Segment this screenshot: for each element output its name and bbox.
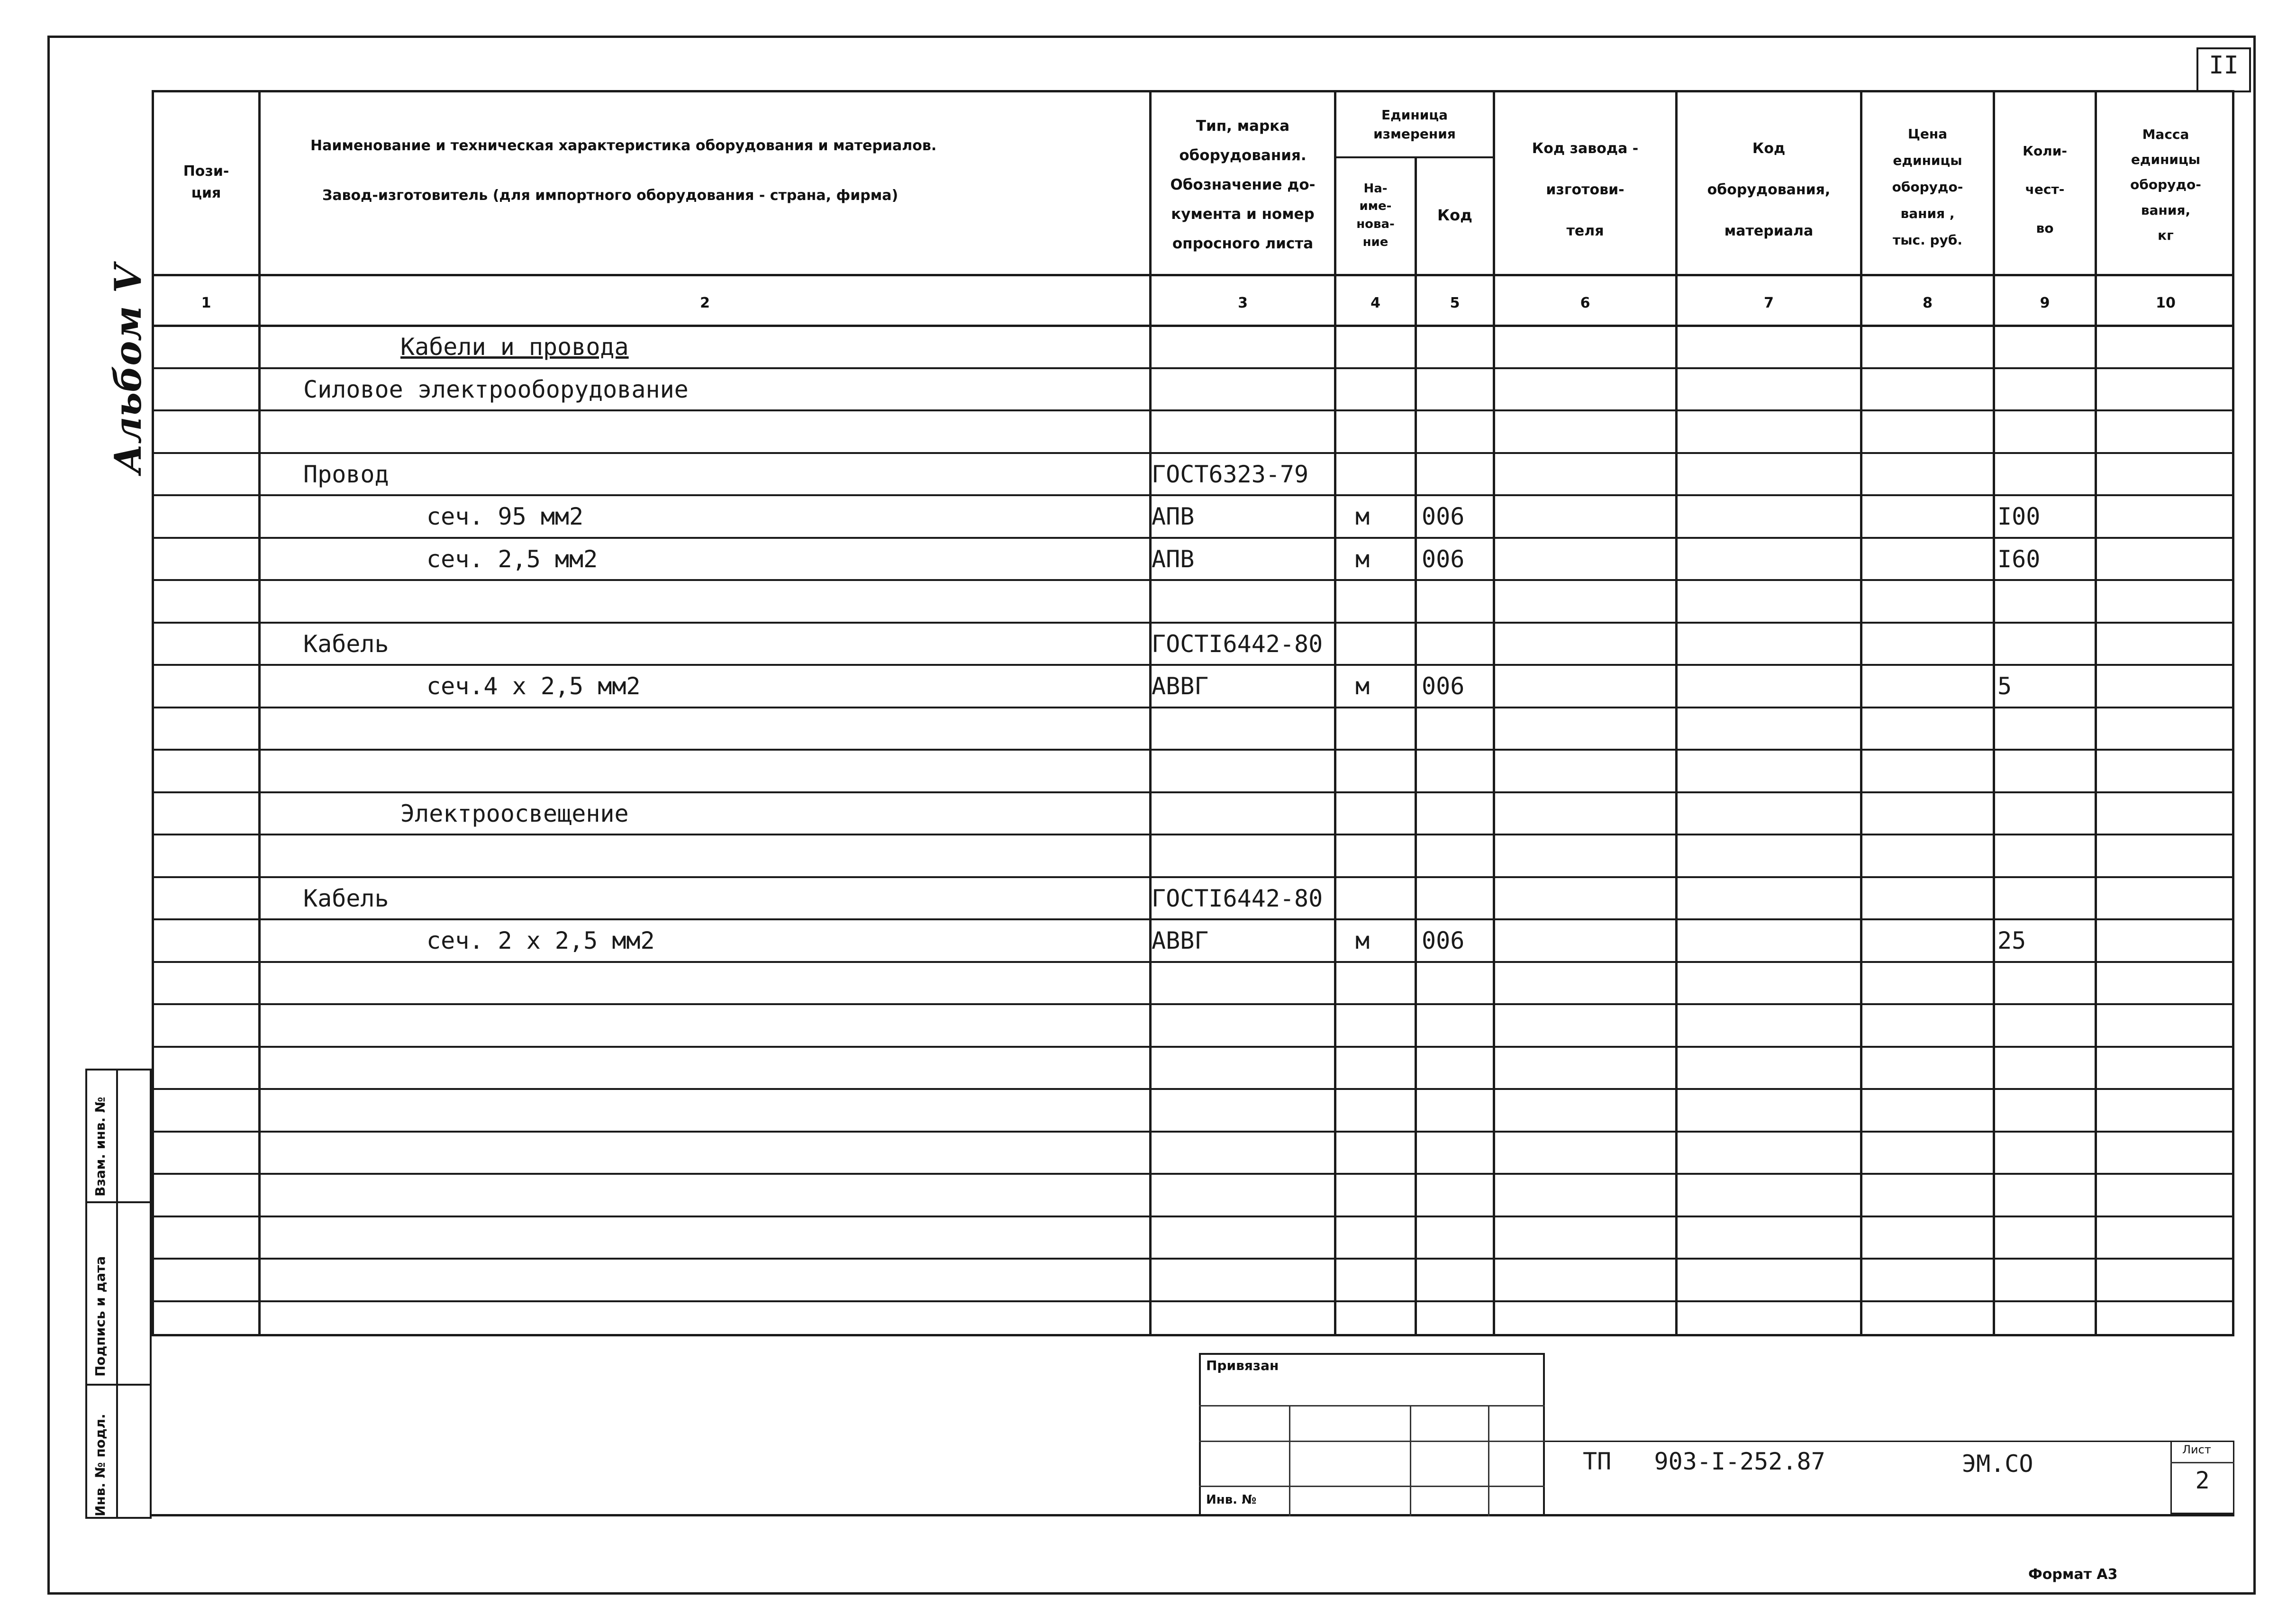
- colnum-2: 2: [700, 295, 710, 311]
- row-line: [152, 791, 2234, 793]
- row-unit: м: [1355, 545, 1370, 573]
- header-col2-line2: Завод-изготовитель (для импортного оборудования - страна, фирма): [322, 187, 898, 204]
- row-name: Кабель: [303, 885, 389, 912]
- side-label-vzam: Взам. инв. №: [92, 1097, 108, 1197]
- row-name: Силовое электрооборудование: [303, 376, 689, 403]
- colnum-8: 8: [1923, 295, 1933, 311]
- album-mark: Альбом V: [107, 264, 150, 474]
- colnum-4: 4: [1370, 295, 1380, 311]
- stamp-line: [1199, 1441, 1545, 1442]
- list-number: 2: [2195, 1467, 2210, 1494]
- colnum-5: 5: [1450, 295, 1460, 311]
- row-name: сеч.4 х 2,5 мм2: [427, 672, 641, 700]
- col-divider: [1993, 90, 1995, 1336]
- stamp-line: [1410, 1405, 1411, 1516]
- col-divider: [1149, 90, 1152, 1336]
- row-qty: 5: [1997, 672, 2012, 700]
- header-col5: Код: [1437, 206, 1472, 225]
- row-line: [152, 1300, 2234, 1302]
- row-qty: I60: [1997, 545, 2041, 573]
- row-line: [152, 749, 2234, 751]
- colnum-1: 1: [201, 295, 211, 311]
- row-line: [152, 1131, 2234, 1133]
- row-name: Кабель: [303, 630, 389, 658]
- col-divider: [1675, 90, 1678, 1336]
- row-type: ГОСТ6323-79: [1152, 461, 1309, 488]
- header-col4: На- име- нова- ние: [1356, 181, 1395, 249]
- colnum-10: 10: [2156, 295, 2176, 311]
- row-line: [152, 664, 2234, 666]
- colnum-7: 7: [1764, 295, 1774, 311]
- row-code: 006: [1422, 927, 1465, 954]
- unit-group-divider: [1334, 156, 1495, 158]
- side-label-inv-podl: Инв. № подл.: [92, 1414, 108, 1516]
- colnum-6: 6: [1580, 295, 1590, 311]
- stamp-line: [1199, 1405, 1545, 1406]
- header-col6: Код завода - изготови- теля: [1532, 140, 1639, 239]
- row-type: АВВГ: [1152, 927, 1209, 954]
- sheet-number-top: II: [2209, 51, 2239, 80]
- header-col2: [263, 137, 1144, 204]
- row-type: АПВ: [1152, 503, 1195, 530]
- row-unit: м: [1355, 672, 1370, 700]
- col-divider: [258, 90, 261, 1336]
- row-line: [152, 622, 2234, 624]
- header-col3: Тип, марка оборудования. Обозначение до- кумента и номер опросного листа: [1170, 118, 1316, 252]
- row-code: 006: [1422, 545, 1465, 573]
- row-line: [152, 452, 2234, 454]
- list-box-divider: [2170, 1462, 2234, 1463]
- row-type: ГОСТI6442-80: [1152, 885, 1323, 912]
- col-divider: [1415, 156, 1417, 1336]
- row-type: АВВГ: [1152, 672, 1209, 700]
- title-block-bottom: [152, 1514, 2234, 1516]
- header-bottom-line: [152, 274, 2234, 276]
- row-unit: м: [1355, 503, 1370, 530]
- row-line: [152, 1258, 2234, 1260]
- row-unit: м: [1355, 927, 1370, 954]
- row-line: [152, 1088, 2234, 1090]
- row-code: 006: [1422, 672, 1465, 700]
- col-divider: [2095, 90, 2097, 1336]
- table-bottom-line: [152, 1334, 2234, 1336]
- col-divider: [1334, 90, 1336, 1336]
- side-strip-divider: [85, 1384, 152, 1386]
- title-block-top: [1545, 1441, 2234, 1442]
- header-col2-line1: Наименование и техническая характеристика оборудования и материалов.: [310, 137, 937, 154]
- doc-code: ТП 903-I-252.87: [1583, 1448, 1825, 1475]
- side-label-podpis: Подпись и дата: [92, 1256, 108, 1377]
- row-type: ГОСТI6442-80: [1152, 630, 1323, 658]
- header-col45-group: Единица измерения: [1373, 107, 1456, 142]
- main-table: [152, 90, 2234, 1336]
- colnum-3: 3: [1238, 295, 1248, 311]
- row-type: АПВ: [1152, 545, 1195, 573]
- row-line: [152, 876, 2234, 878]
- list-label: Лист: [2182, 1443, 2211, 1456]
- side-strip-divider: [85, 1201, 152, 1203]
- row-name: сеч. 95 мм2: [427, 503, 584, 530]
- row-line: [152, 367, 2234, 369]
- format-label: Формат А3: [2028, 1566, 2118, 1583]
- stamp-line: [1199, 1486, 1545, 1487]
- col-divider: [1860, 90, 1862, 1336]
- row-line: [152, 834, 2234, 835]
- stamp-privyazan-label: Привязан: [1206, 1358, 1279, 1373]
- header-col1: Пози- ция: [183, 163, 229, 201]
- row-name: Электроосвещение: [400, 800, 629, 827]
- row-qty: 25: [1997, 927, 2026, 954]
- row-line: [152, 918, 2234, 920]
- row-line: [152, 1046, 2234, 1048]
- row-line: [152, 1216, 2234, 1217]
- row-line: [152, 707, 2234, 708]
- row-line: [152, 537, 2234, 539]
- stamp-line: [1488, 1405, 1489, 1516]
- colnum-bottom-line: [152, 325, 2234, 327]
- row-line: [152, 494, 2234, 496]
- side-strip-divider: [116, 1069, 118, 1519]
- colnum-9: 9: [2040, 295, 2050, 311]
- row-line: [152, 961, 2234, 963]
- header-col9: Коли- чест- во: [2023, 143, 2067, 236]
- row-name: сеч. 2 х 2,5 мм2: [427, 927, 655, 954]
- row-code: 006: [1422, 503, 1465, 530]
- row-line: [152, 1173, 2234, 1175]
- stamp-line: [1289, 1405, 1290, 1516]
- stamp-privyazan: [1199, 1353, 1545, 1516]
- row-line: [152, 409, 2234, 411]
- row-line: [152, 1003, 2234, 1005]
- row-name: Кабели и провода: [400, 333, 629, 361]
- row-line: [152, 579, 2234, 581]
- doc-suffix: ЭМ.СО: [1962, 1450, 2033, 1478]
- row-name: сеч. 2,5 мм2: [427, 545, 598, 573]
- col-divider: [1493, 90, 1495, 1336]
- header-col7: Код оборудования, материала: [1707, 140, 1831, 239]
- row-name: Провод: [303, 461, 389, 488]
- header-col10: Масса единицы оборудо- вания, кг: [2130, 127, 2201, 243]
- row-qty: I00: [1997, 503, 2041, 530]
- stamp-inv-label: Инв. №: [1206, 1493, 1257, 1507]
- header-col8: Цена единицы оборудо- вания , тыс. руб.: [1892, 126, 1963, 248]
